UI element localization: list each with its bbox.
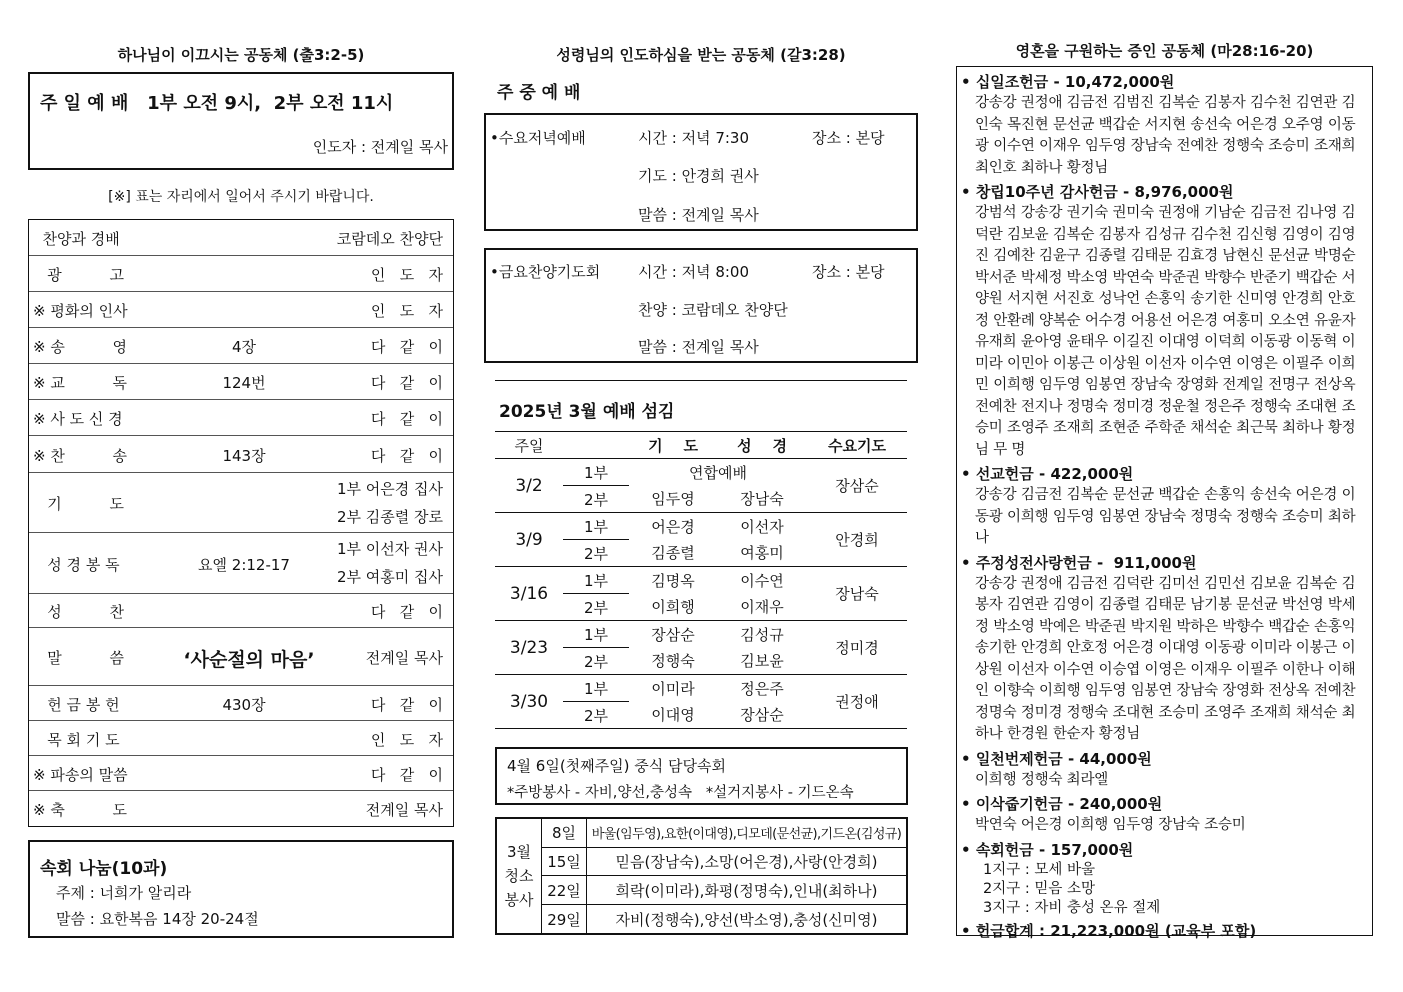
- schedule-part: 1부: [563, 567, 629, 594]
- left-column-title: 하나님이 이끄시는 공동체 (출3:2-5): [117, 46, 365, 64]
- offering-section: [961, 793, 1366, 837]
- offering-section: [961, 71, 1366, 179]
- cleaning-groups: 자비(정행숙),양선(박소영),충성(신미영): [587, 905, 908, 934]
- schedule-bible: 이선자: [740, 517, 784, 536]
- cleaning-groups: 희락(이미라),화평(정명숙),인내(최하나): [587, 876, 908, 905]
- cleaning-day: 29일: [542, 905, 587, 934]
- schedule-prayer: 연합예배: [689, 463, 747, 482]
- cleaning-row: [496, 847, 907, 876]
- schedule-date: 3/30: [495, 675, 563, 729]
- offering-names: 이희행 정행숙 최라엘: [975, 771, 1109, 788]
- worship-order-row: [29, 686, 453, 721]
- schedule-bible: 장남숙: [717, 486, 807, 513]
- order-item-person: 2부 여홍미 집사: [336, 568, 443, 586]
- schedule-wednesday-prayer: 장남숙: [807, 567, 907, 621]
- schedule-bible: 이재우: [717, 594, 807, 621]
- order-item-name: 성 경 봉 독: [33, 555, 120, 574]
- worship-order-row: [29, 628, 453, 686]
- offering-names: 강범석 강송강 권기숙 권미숙 권정애 기남순 김금전 김나영 김덕란 김보윤 김복순 김봉자 김성규 김수천 김신형 김영이 김영진 김예찬 김윤구 김종렬 김태문 김효경 남현신 문선균 박명순 박서준 박세정 박소영 박연숙 박준권 박향수 반준기 백갑순 서양원 서지현 서진호 성낙언 손홍익 송기한 신미영 안경희 안호정 안환례 양복순 어수경 어용선 어은경 여홍미 오소연 유윤자 유재희 윤아영 윤태우 이길진 이대영 이덕희 이동광 이동혁 이미라 이민아 이봉근 이상원 이선자 이수연 이영은 이필주 이희민 이희행 임두영 임봉연 장남숙 장영화 전계일 전명구 전상옥 전예찬 전지나 정명숙 정미경 정운철 정은주 정행숙 조대현 조승미 조영주 조재희 조현준 주학준 채석순 최근묵 최하나 황정님 무 명: [975, 205, 1356, 458]
- schedule-bible: 여홍미: [717, 540, 807, 567]
- schedule-bible: 이수연: [740, 571, 784, 590]
- schedule-wednesday-prayer: 권정애: [807, 675, 907, 729]
- sunday-worship-title: 주 일 예 배 1부 오전 9시, 2부 오전 11시: [40, 93, 394, 114]
- schedule-row: [495, 675, 907, 702]
- order-item-detail: 4장: [231, 338, 257, 356]
- schedule-wednesday-prayer: 장삼순: [807, 459, 907, 513]
- order-item-name: 목 회 기 도: [33, 730, 120, 749]
- offering-total-section: [961, 920, 1366, 942]
- schedule-header-row: [495, 432, 907, 459]
- offering-section: [961, 552, 1366, 746]
- cleaning-label-line: 봉사: [504, 891, 534, 909]
- cleaning-label-line: 3월: [506, 843, 532, 861]
- order-item-person: 전계일 목사: [365, 649, 443, 667]
- wednesday-place: 장소 : 본당: [812, 129, 885, 147]
- wednesday-sermon: 말씀 : 전계일 목사: [638, 206, 759, 224]
- offering-total: • 헌금합계 : 21,223,000원 (교육부 포함): [961, 920, 1366, 942]
- cell-sharing-topic: 주제 : 너희가 알리라: [56, 884, 192, 902]
- order-item-detail: 430장: [222, 695, 266, 714]
- schedule-date: 3/23: [495, 621, 563, 675]
- schedule-prayer: 임두영: [629, 486, 717, 513]
- standing-note: [※] 표는 자리에서 일어서 주시기 바랍니다.: [108, 189, 374, 205]
- cleaning-row: [496, 905, 907, 934]
- sunday-worship-box: [28, 72, 454, 170]
- order-item-name: 기 도: [33, 495, 124, 513]
- order-item-person: 코람데오 찬양단: [336, 230, 443, 248]
- cleaning-day: 8일: [542, 818, 587, 847]
- schedule-date: 3/2: [495, 459, 563, 513]
- cell-offering-district: 2지구 : 믿음 소망: [983, 880, 1095, 897]
- schedule-part: 2부: [563, 540, 629, 567]
- cleaning-service-table: [495, 817, 908, 935]
- order-item-name: ※ 송 영: [33, 338, 127, 356]
- service-schedule-title: 2025년 3월 예배 섬김: [499, 402, 675, 422]
- friday-worship-box: [484, 248, 918, 363]
- order-item-person: 다 같 이: [370, 410, 443, 428]
- schedule-row: [495, 513, 907, 540]
- cleaning-row: [496, 876, 907, 905]
- schedule-part: 1부: [563, 513, 629, 540]
- schedule-row: [495, 567, 907, 594]
- cell-sharing-title: 속회 나눔(10과): [40, 859, 168, 879]
- worship-order-row: [29, 533, 453, 594]
- schedule-bible: 정은주: [740, 679, 784, 698]
- schedule-part: 1부: [563, 459, 629, 486]
- schedule-row: [495, 459, 907, 486]
- leader-text: 인도자 : 전계일 목사: [312, 138, 448, 156]
- schedule-part: 2부: [563, 486, 629, 513]
- offering-names: 박연숙 어은경 이희행 임두영 장남숙 조승미: [975, 817, 1246, 833]
- order-item-person: 1부 이선자 권사: [336, 540, 443, 558]
- middle-column-title: 성령님의 인도하심을 받는 공동체 (갈3:28): [556, 46, 846, 64]
- schedule-bible: 김보윤: [717, 648, 807, 675]
- order-item-person: 전계일 목사: [365, 800, 443, 819]
- lunch-duty-box: [495, 747, 908, 805]
- schedule-part: 2부: [563, 648, 629, 675]
- schedule-part: 2부: [563, 594, 629, 621]
- order-item-name: 광 고: [33, 266, 124, 284]
- friday-sermon: 말씀 : 전계일 목사: [638, 338, 759, 356]
- order-item-person: 다 같 이: [370, 603, 443, 621]
- wednesday-worship-box: [484, 113, 918, 231]
- schedule-bible: 김성규: [740, 625, 784, 644]
- order-item-name: ※ 평화의 인사: [33, 302, 128, 320]
- schedule-wednesday-prayer: 정미경: [807, 621, 907, 675]
- order-item-detail: 124번: [222, 374, 266, 392]
- worship-order-row: [29, 594, 453, 628]
- wednesday-worship-name: •수요저녁예배: [490, 129, 586, 147]
- schedule-date: 3/16: [495, 567, 563, 621]
- weekday-worship-title: 주 중 예 배: [497, 83, 581, 103]
- schedule-part: 1부: [563, 621, 629, 648]
- offering-title: • 주정성전사랑헌금 - 911,000원: [961, 552, 1366, 574]
- offering-names: 강송강 김금전 김복순 문선균 백갑순 손홍익 송선숙 어은경 이동광 이희행 임두영 임봉연 장남숙 정명숙 정행숙 조승미 최하나: [975, 487, 1356, 546]
- order-item-name: ※ 사 도 신 경: [33, 410, 123, 428]
- worship-order-table: [28, 219, 454, 827]
- friday-praise: 찬양 : 코람데오 찬양단: [638, 301, 788, 319]
- friday-worship-name: •금요찬양기도회: [490, 263, 601, 281]
- cleaning-day: 15일: [542, 847, 587, 876]
- cell-offering-district: 3지구 : 자비 충성 온유 절제: [983, 899, 1161, 916]
- worship-order-row: [29, 473, 453, 533]
- wednesday-time: 시간 : 저녁 7:30: [638, 129, 750, 147]
- offering-section: [961, 748, 1366, 792]
- offering-names: 강송강 권정애 김금전 김덕란 김미선 김민선 김보윤 김복순 김봉자 김연관 김영이 김종렬 김태문 남기봉 문선균 박선영 박세정 박소영 박예은 박준권 박지원 박하은 박향수 백갑순 손홍익 송기한 안경희 안호정 어은경 이대영 이동광 이미라 이봉근 이상원 이선자 이수연 이승엽 이영은 이재우 이필주 이한나 이해인 이향숙 이희행 임두영 임봉연 장남숙 장영화 전상옥 전예찬 정명숙 정미경 정행숙 조대현 조승미 조영주 조재희 채석순 최하나 한경원 한순자 황정님: [975, 575, 1356, 742]
- cell-offering-title: • 속회헌금 - 157,000원: [961, 839, 1366, 861]
- order-item-person: 다 같 이: [370, 695, 443, 714]
- offering-section: [961, 181, 1366, 461]
- worship-order-row: [29, 256, 453, 292]
- schedule-prayer: 김명옥: [651, 571, 695, 590]
- worship-order-row: [29, 721, 453, 756]
- worship-order-row: [29, 400, 453, 436]
- cleaning-label-line: 청소: [504, 867, 534, 885]
- cleaning-label: [496, 818, 542, 934]
- worship-order-row: [29, 756, 453, 791]
- worship-order-row: [29, 328, 453, 364]
- order-item-person: 인 도 자: [370, 302, 443, 320]
- schedule-prayer: 김종렬: [629, 540, 717, 567]
- order-item-name: ※ 찬 송: [33, 446, 127, 465]
- schedule-prayer: 정행숙: [629, 648, 717, 675]
- schedule-prayer: 장삼순: [651, 625, 695, 644]
- worship-order-row: [29, 436, 453, 473]
- schedule-part: 1부: [563, 675, 629, 702]
- divider-line: [495, 380, 907, 381]
- schedule-header-bible: 성 경: [717, 432, 807, 459]
- offering-title: • 일천번제헌금 - 44,000원: [961, 748, 1366, 770]
- order-item-name: 성 찬: [33, 603, 124, 621]
- offering-section: [961, 463, 1366, 550]
- schedule-bible: 장삼순: [717, 702, 807, 729]
- lunch-duty-detail: *주방봉사 - 자비,양선,충성속 *설거지봉사 - 기드온속: [507, 785, 854, 801]
- schedule-prayer: 이희행: [629, 594, 717, 621]
- cleaning-row: [496, 818, 907, 847]
- order-item-person: 다 같 이: [370, 338, 443, 356]
- worship-order-row: [29, 220, 453, 256]
- order-item-detail: 143장: [222, 446, 266, 465]
- service-schedule-table: [495, 431, 907, 729]
- order-item-name: ※ 파송의 말씀: [33, 765, 128, 784]
- schedule-header-part: [563, 432, 629, 459]
- order-item-detail: ‘사순절의 마음’: [183, 649, 315, 671]
- order-item-person: 인 도 자: [370, 730, 443, 749]
- offering-names: 강송강 권정애 김금전 김범진 김복순 김봉자 김수천 김연관 김인숙 목진현 문선균 백갑순 서지현 송선숙 어은경 오주영 이동광 이수연 이재우 임두영 장남숙 전예찬 정행숙 조승미 조재희 최인호 최하나 황정님: [975, 95, 1356, 176]
- offering-list-box: [956, 66, 1373, 940]
- friday-place: 장소 : 본당: [812, 263, 885, 281]
- friday-time: 시간 : 저녁 8:00: [638, 263, 750, 281]
- offering-title: • 십일조헌금 - 10,472,000원: [961, 71, 1366, 93]
- worship-order-row: [29, 292, 453, 328]
- order-item-detail: 요엘 2:12-17: [198, 555, 290, 574]
- offering-title: • 선교헌금 - 422,000원: [961, 463, 1366, 485]
- order-item-name: 찬양과 경배: [33, 230, 120, 248]
- cleaning-groups: 바울(임두영),요한(이대영),디모데(문선균),기드온(김성규): [587, 818, 908, 847]
- order-item-name: 말 씀: [33, 649, 124, 667]
- cleaning-day: 22일: [542, 876, 587, 905]
- schedule-wednesday-prayer: 안경희: [807, 513, 907, 567]
- order-item-person: 2부 김종렬 장로: [336, 508, 443, 526]
- schedule-part: 2부: [563, 702, 629, 729]
- cell-sharing-word: 말씀 : 요한복음 14장 20-24절: [56, 910, 259, 928]
- schedule-row: [495, 621, 907, 648]
- lunch-duty-title: 4월 6일(첫째주일) 중식 담당속회: [507, 757, 726, 775]
- schedule-date: 3/9: [495, 513, 563, 567]
- order-item-person: 다 같 이: [370, 374, 443, 392]
- offering-title: • 창립10주년 감사헌금 - 8,976,000원: [961, 181, 1366, 203]
- order-item-person: 1부 어은경 집사: [336, 480, 443, 498]
- cell-sharing-box: [28, 840, 454, 938]
- schedule-prayer: 이미라: [651, 679, 695, 698]
- order-item-person: 다 같 이: [370, 765, 443, 784]
- order-item-name: ※ 교 독: [33, 374, 127, 392]
- schedule-prayer: 이대영: [629, 702, 717, 729]
- cell-offering-section: [961, 839, 1366, 918]
- cell-offering-district: 1지구 : 모세 바울: [983, 861, 1095, 878]
- order-item-person: 인 도 자: [370, 266, 443, 284]
- order-item-name: 헌 금 봉 헌: [33, 695, 120, 714]
- schedule-prayer: 어은경: [651, 517, 695, 536]
- schedule-header-date: 주일: [495, 432, 563, 459]
- right-column-title: 영혼을 구원하는 증인 공동체 (마28:16-20): [1015, 42, 1314, 60]
- worship-order-row: [29, 791, 453, 826]
- order-item-name: ※ 축 도: [33, 800, 127, 819]
- schedule-header-wednesday: 수요기도: [807, 432, 907, 459]
- offering-title: • 이삭줍기헌금 - 240,000원: [961, 793, 1366, 815]
- order-item-person: 다 같 이: [370, 446, 443, 465]
- schedule-header-prayer: 기 도: [629, 432, 717, 459]
- wednesday-prayer: 기도 : 안경희 권사: [638, 167, 759, 185]
- cleaning-groups: 믿음(장남숙),소망(어은경),사랑(안경희): [587, 847, 908, 876]
- worship-order-row: [29, 364, 453, 400]
